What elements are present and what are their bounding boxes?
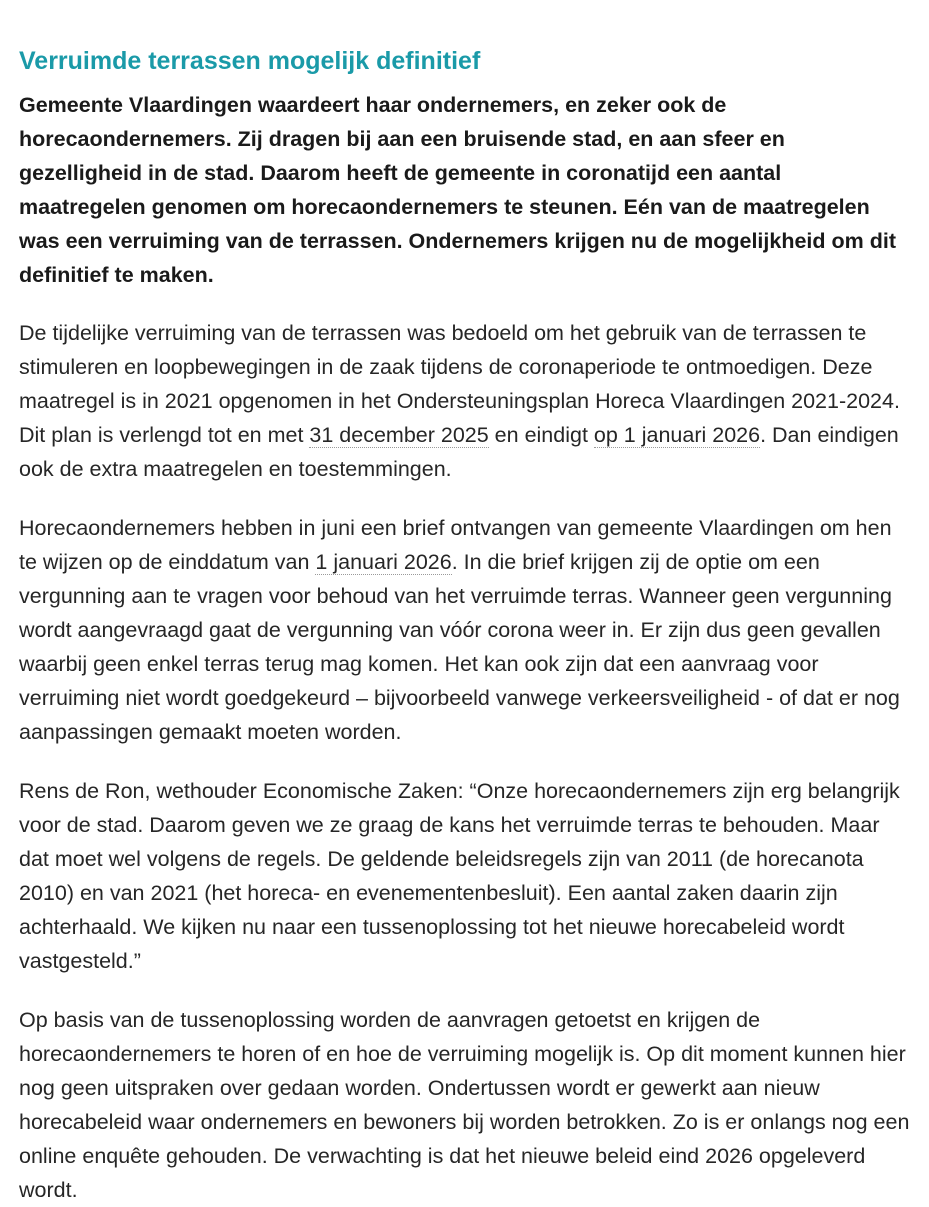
date-link-31-december-2025[interactable]: 31 december 2025 bbox=[309, 423, 489, 447]
paragraph-quote-alderman: Rens de Ron, wethouder Economische Zaken: “Onze horecaondernemers zijn erg belangrijk voor de stad. Daarom geven we ze graag de kans het verruimde terras te behouden. Maar dat moet wel volgens de regels. De geldende beleidsregels zijn van 2011 (de horecanota 2010) en van 2021 (het horeca- en evenementenbesluit). Een aantal zaken daarin zijn achterhaald. We kijken nu naar een tussenoplossing tot het nieuwe horecabeleid wordt vastgesteld.” bbox=[19, 779, 900, 973]
paragraph-text: . In die brief krijgen zij de optie om een vergunning aan te vragen voor behoud van het verruimde terras. Wanneer geen vergunning wordt aangevraagd gaat de vergunning van vóór corona weer in. Er zijn dus geen gevallen waarbij geen enkel terras terug mag komen. Het kan ook zijn dat een aanvraag voor verruiming niet wordt goedgekeurd – bijvoorbeeld vanwege verkeersveiligheid - of dat er nog aanpassingen gemaakt moeten worden. bbox=[19, 550, 900, 744]
article-lead: Gemeente Vlaardingen waardeert haar ondernemers, en zeker ook de horecaondernemers. Zij dragen bij aan een bruisende stad, en aan sfeer en gezelligheid in de stad. Daarom heeft de gemeente in coronatijd een aantal maatregelen genomen om horecaondernemers te steunen. Eén van de maatregelen was een verruiming van de terrassen. Ondernemers krijgen nu de mogelijkheid om dit definitief te maken. bbox=[19, 93, 896, 287]
paragraph-letter bbox=[19, 511, 911, 749]
date-link-1-januari-2026[interactable]: op 1 januari 2026 bbox=[593, 423, 761, 447]
paragraph-text: . Dan eindigen ook de extra maatregelen en toestemmingen. bbox=[19, 423, 899, 481]
paragraph-text: Horecaondernemers hebben in juni een brief ontvangen van gemeente Vlaardingen om hen te wijzen op de einddatum van bbox=[19, 516, 892, 574]
article-title: Verruimde terrassen mogelijk definitief bbox=[19, 47, 481, 75]
paragraph-text: en eindigt bbox=[488, 423, 594, 447]
date-link-1-januari-2026[interactable]: 1 januari 2026 bbox=[315, 550, 452, 574]
paragraph-temporary-expansion bbox=[19, 316, 911, 486]
paragraph-text: De tijdelijke verruiming van de terrassen was bedoeld om het gebruik van de terrassen te stimuleren en loopbewegingen in de zaak tijdens de coronaperiode te ontmoedigen. Deze maatregel is in 2021 opgenomen in het Ondersteuningsplan Horeca Vlaardingen 2021-2024. Dit plan is verlengd tot en met bbox=[19, 321, 900, 447]
paragraph-interim-solution: Op basis van de tussenoplossing worden de aanvragen getoetst en krijgen de horecaondernemers te horen of en hoe de verruiming mogelijk is. Op dit moment kunnen hier nog geen uitspraken over gedaan worden. Ondertussen wordt er gewerkt aan nieuw horecabeleid waar ondernemers en bewoners bij worden betrokken. Zo is er onlangs nog een online enquête gehouden. De verwachting is dat het nieuwe beleid eind 2026 opgeleverd wordt. bbox=[19, 1008, 910, 1202]
